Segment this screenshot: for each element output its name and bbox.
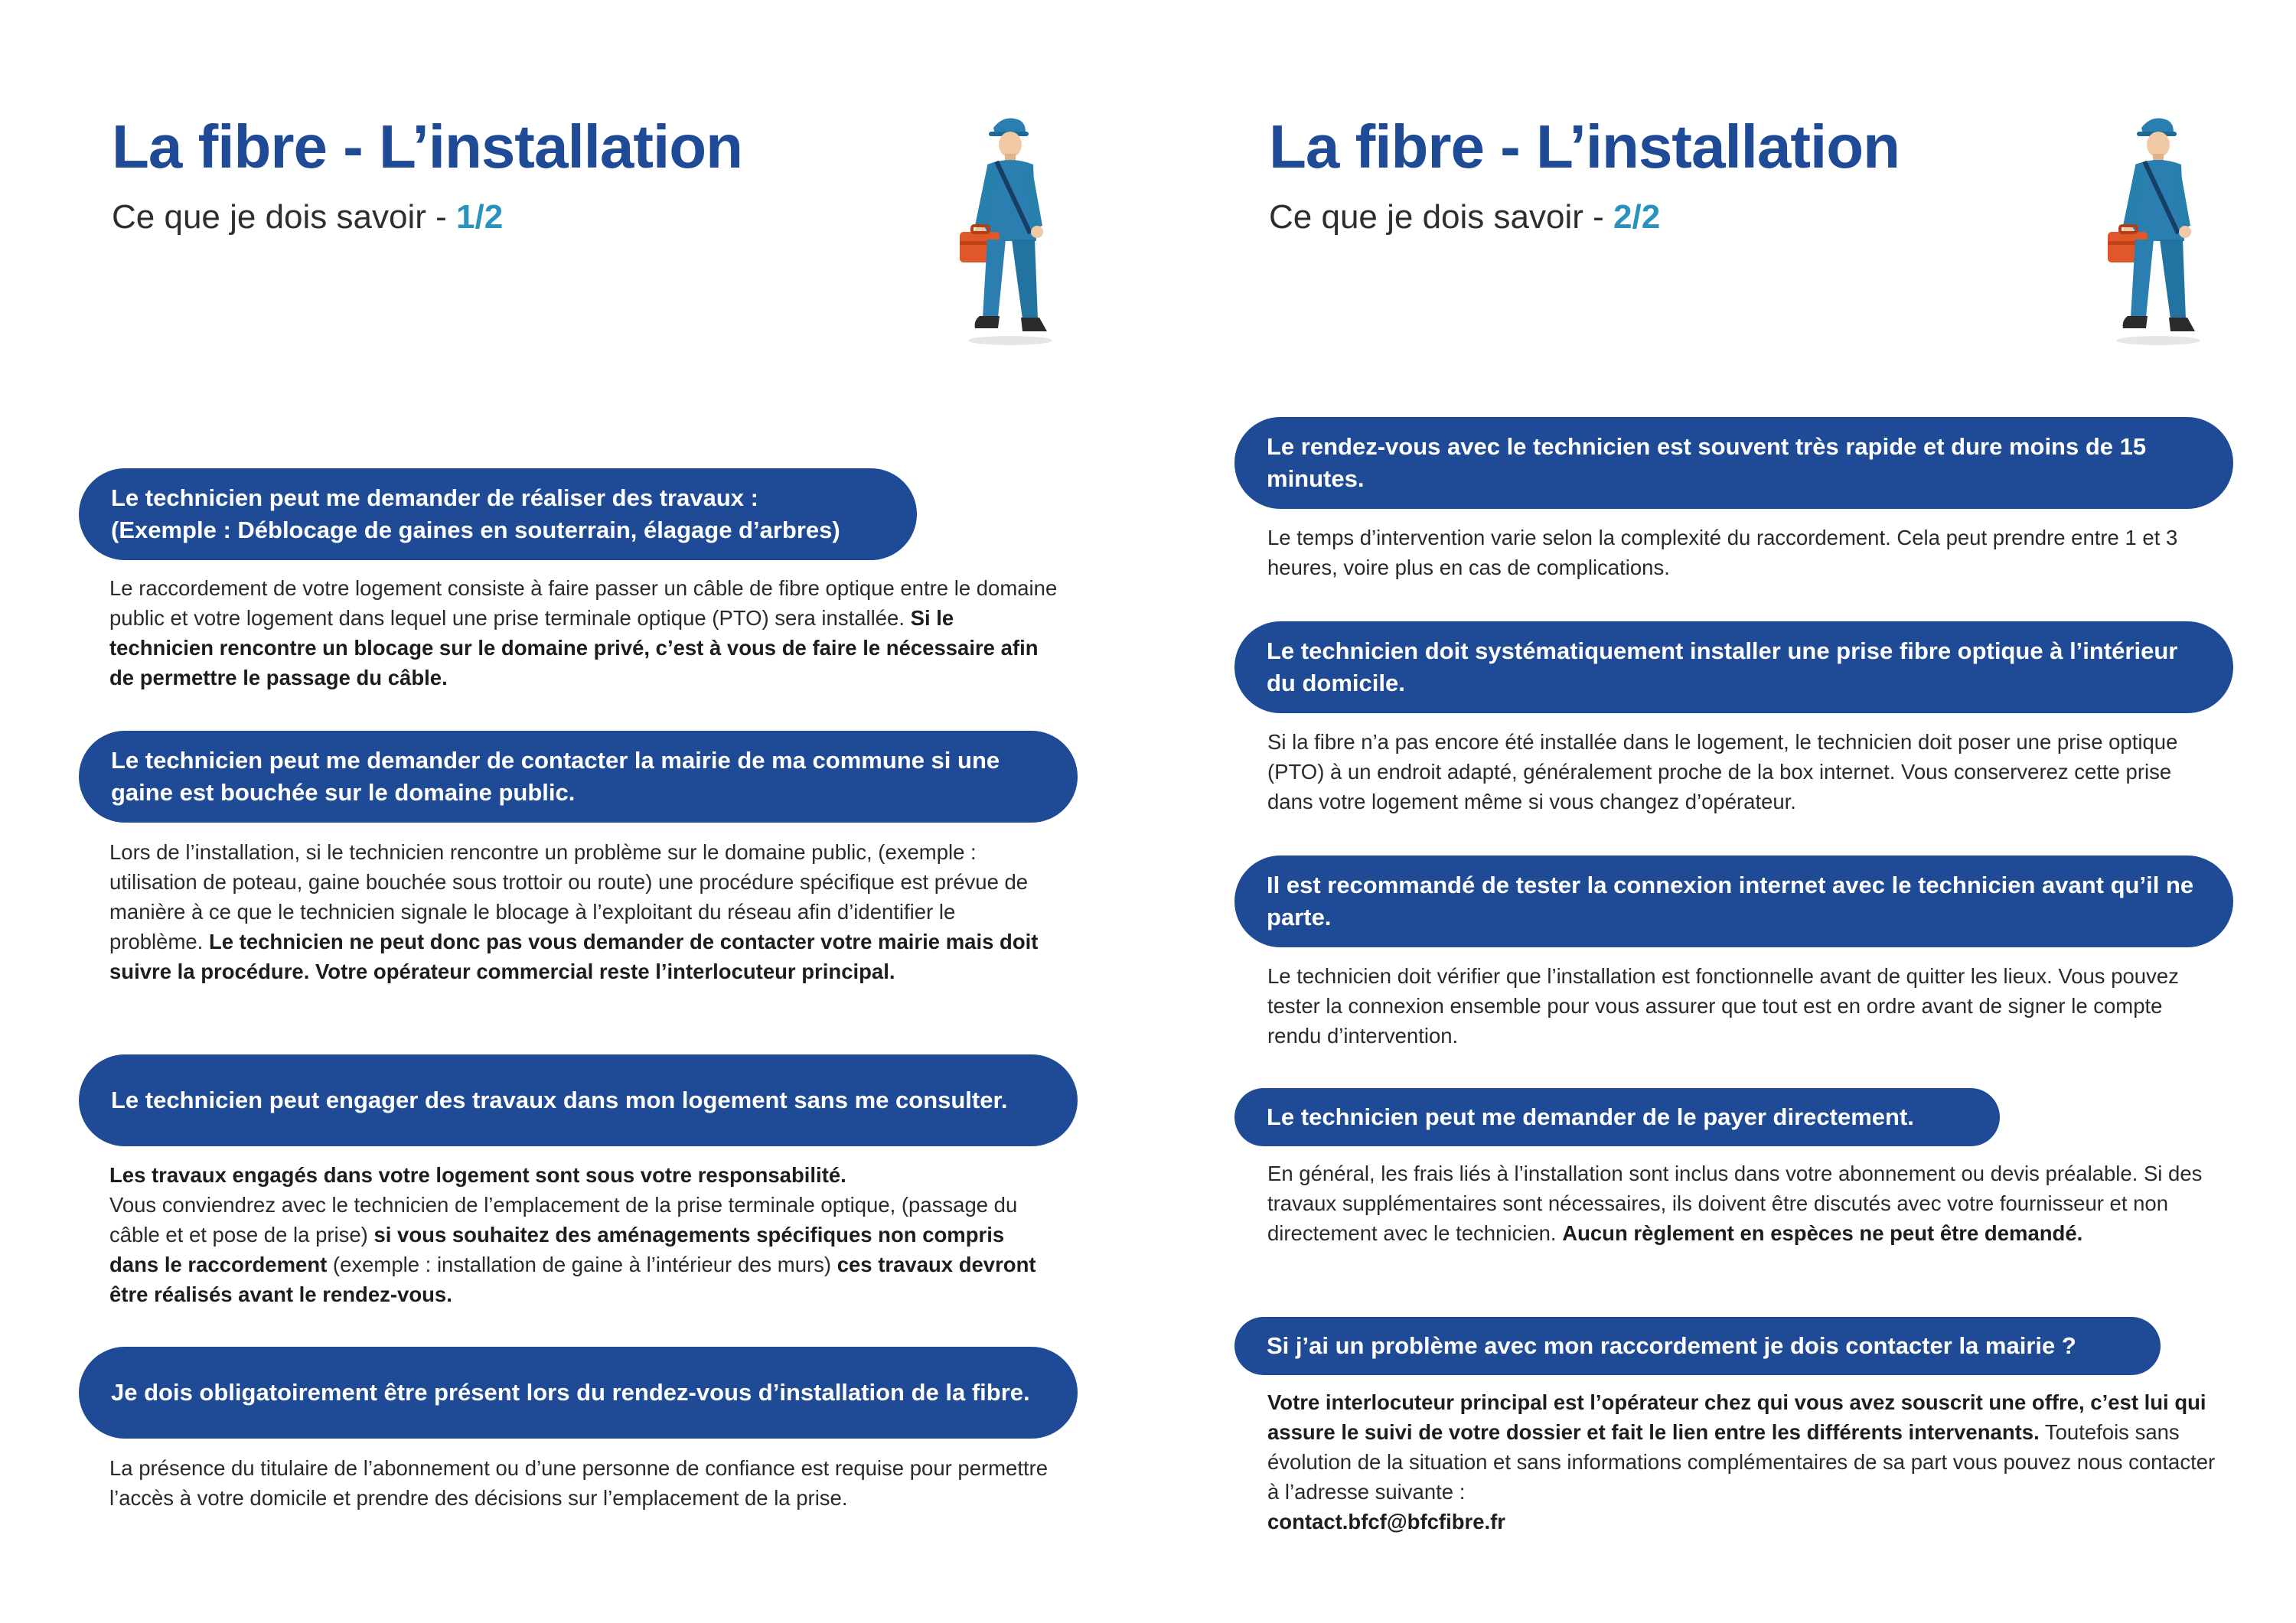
page-right xyxy=(1148,0,2296,1623)
section-text-bold: Le technicien ne peut donc pas vous demander de contacter votre mairie mais doit suivre la procédure. Votre opérateur commercial reste l’interlocuteur principal. xyxy=(109,930,1039,983)
section-heading-text: Le technicien doit systématiquement installer une prise fibre optique à l’intérieur du domicile. xyxy=(1267,637,2178,696)
section-text: (exemple : installation de gaine à l’intérieur des murs) xyxy=(327,1253,837,1276)
section-heading xyxy=(1234,1088,2000,1146)
section-text-bold: Votre interlocuteur principal est l’opérateur chez qui vous avez souscrit une offre, c’est lui qui assure le suivi de votre dossier et fait le lien entre les différents intervenants. xyxy=(1267,1390,2206,1444)
section-body xyxy=(1267,1159,2216,1248)
section-text: Le raccordement de votre logement consiste à faire passer un câble de fibre optique entre le domaine public et votre logement dans lequel une prise terminale optique (PTO) sera installée. xyxy=(109,576,1058,630)
page-title: La fibre - L’installation xyxy=(1269,112,1900,181)
page-number: 2/2 xyxy=(1613,198,1661,236)
page-subtitle xyxy=(1269,200,1660,234)
section-heading-text: Le technicien peut me demander de contacter la mairie de ma commune si une gaine est bouchée sur le domaine public. xyxy=(111,747,1000,806)
section-heading xyxy=(1234,621,2233,713)
section-body xyxy=(1267,523,2216,582)
subtitle-prefix: Ce que je dois savoir - xyxy=(1269,198,1613,236)
section-text: Vous conviendrez avec le technicien de l’emplacement de la prise terminale optique, (passage du câble et et pose de la prise) xyxy=(109,1193,1018,1247)
page-subtitle xyxy=(112,200,503,234)
section-heading xyxy=(1234,855,2233,947)
section-text: En général, les frais liés à l’installation sont inclus dans votre abonnement ou devis préalable. Si des travaux supplémentaires sont nécessaires, ils doivent être discutés avec votre fournisseur et non directement avec le technicien. xyxy=(1267,1162,2203,1245)
section-heading-text: Le technicien peut me demander de le payer directement. xyxy=(1267,1103,1914,1130)
section-body xyxy=(109,1453,1058,1513)
section-body xyxy=(1267,961,2216,1051)
section-text: La présence du titulaire de l’abonnement ou d’une personne de confiance est requise pour permettre l’accès à votre domicile et prendre des décisions sur l’emplacement de la prise. xyxy=(109,1456,1049,1510)
page-title: La fibre - L’installation xyxy=(112,112,742,181)
technician-illustration-icon xyxy=(2101,111,2216,348)
section-heading xyxy=(79,1054,1078,1146)
page-number: 1/2 xyxy=(456,198,504,236)
section-body xyxy=(1267,1387,2216,1537)
section-heading xyxy=(1234,1317,2161,1375)
section-body xyxy=(109,1160,1058,1309)
section-heading-line-2: (Exemple : Déblocage de gaines en souterrain, élagage d’arbres) xyxy=(111,517,840,543)
section-heading-text: Si j’ai un problème avec mon raccordement je dois contacter la mairie ? xyxy=(1267,1332,2076,1359)
section-text-bold: Si le technicien rencontre un blocage sur le domaine privé, c’est à vous de faire le nécessaire afin de permettre le passage du câble. xyxy=(109,606,1039,689)
section-heading-text: Le technicien peut engager des travaux dans mon logement sans me consulter. xyxy=(111,1087,1008,1113)
section-text-bold: Les travaux engagés dans votre logement sont sous votre responsabilité. xyxy=(109,1163,846,1187)
section-heading-line-1: Le technicien peut me demander de réaliser des travaux : xyxy=(111,484,758,511)
section-heading-text: Je dois obligatoirement être présent lors du rendez-vous d’installation de la fibre. xyxy=(111,1379,1030,1406)
section-heading xyxy=(79,468,917,560)
section-text-bold: ces travaux devront être réalisés avant le rendez-vous. xyxy=(109,1253,1036,1306)
section-heading xyxy=(79,1347,1078,1439)
technician-illustration-icon xyxy=(953,111,1068,348)
section-heading-text: Le rendez-vous avec le technicien est souvent très rapide et dure moins de 15 minutes. xyxy=(1267,433,2147,492)
subtitle-prefix: Ce que je dois savoir - xyxy=(112,198,456,236)
section-body xyxy=(1267,727,2216,816)
section-text: Le temps d’intervention varie selon la complexité du raccordement. Cela peut prendre entre 1 et 3 heures, voire plus en cas de complications. xyxy=(1267,526,2178,579)
section-text: Toutefois sans évolution de la situation et sans informations complémentaires de sa part vous pouvez nous contacter à l’adresse suivante : xyxy=(1267,1420,2216,1504)
section-heading xyxy=(1234,417,2233,509)
section-text: Si la fibre n’a pas encore été installée dans le logement, le technicien doit poser une prise optique (PTO) à un endroit adapté, généralement proche de la box internet. Vous conserverez cette prise dans votre logement même si vous changez d’opérateur. xyxy=(1267,730,2178,813)
section-text-bold: Aucun règlement en espèces ne peut être demandé. xyxy=(1562,1221,2083,1245)
section-heading xyxy=(79,731,1078,823)
section-text-bold: si vous souhaitez des aménagements spécifiques non compris dans le raccordement xyxy=(109,1223,1005,1276)
section-body xyxy=(109,837,1043,986)
section-text: Lors de l’installation, si le technicien rencontre un problème sur le domaine public, (exemple : utilisation de poteau, gaine bouchée sous trottoir ou route) une procédure spécifique est prévue de manière à ce que le technicien signale le blocage à l’exploitant du réseau afin d’identifier le problème. xyxy=(109,840,1029,953)
section-heading-text: Il est recommandé de tester la connexion internet avec le technicien avant qu’il ne parte. xyxy=(1267,872,2194,930)
contact-email-link[interactable]: contact.bfcf@bfcfibre.fr xyxy=(1267,1510,1505,1533)
section-text: Le technicien doit vérifier que l’installation est fonctionnelle avant de quitter les lieux. Vous pouvez tester la connexion ensemble pour vous assurer que tout est en ordre avant de signer le compte rendu d’intervention. xyxy=(1267,964,2179,1048)
section-body xyxy=(109,573,1058,693)
